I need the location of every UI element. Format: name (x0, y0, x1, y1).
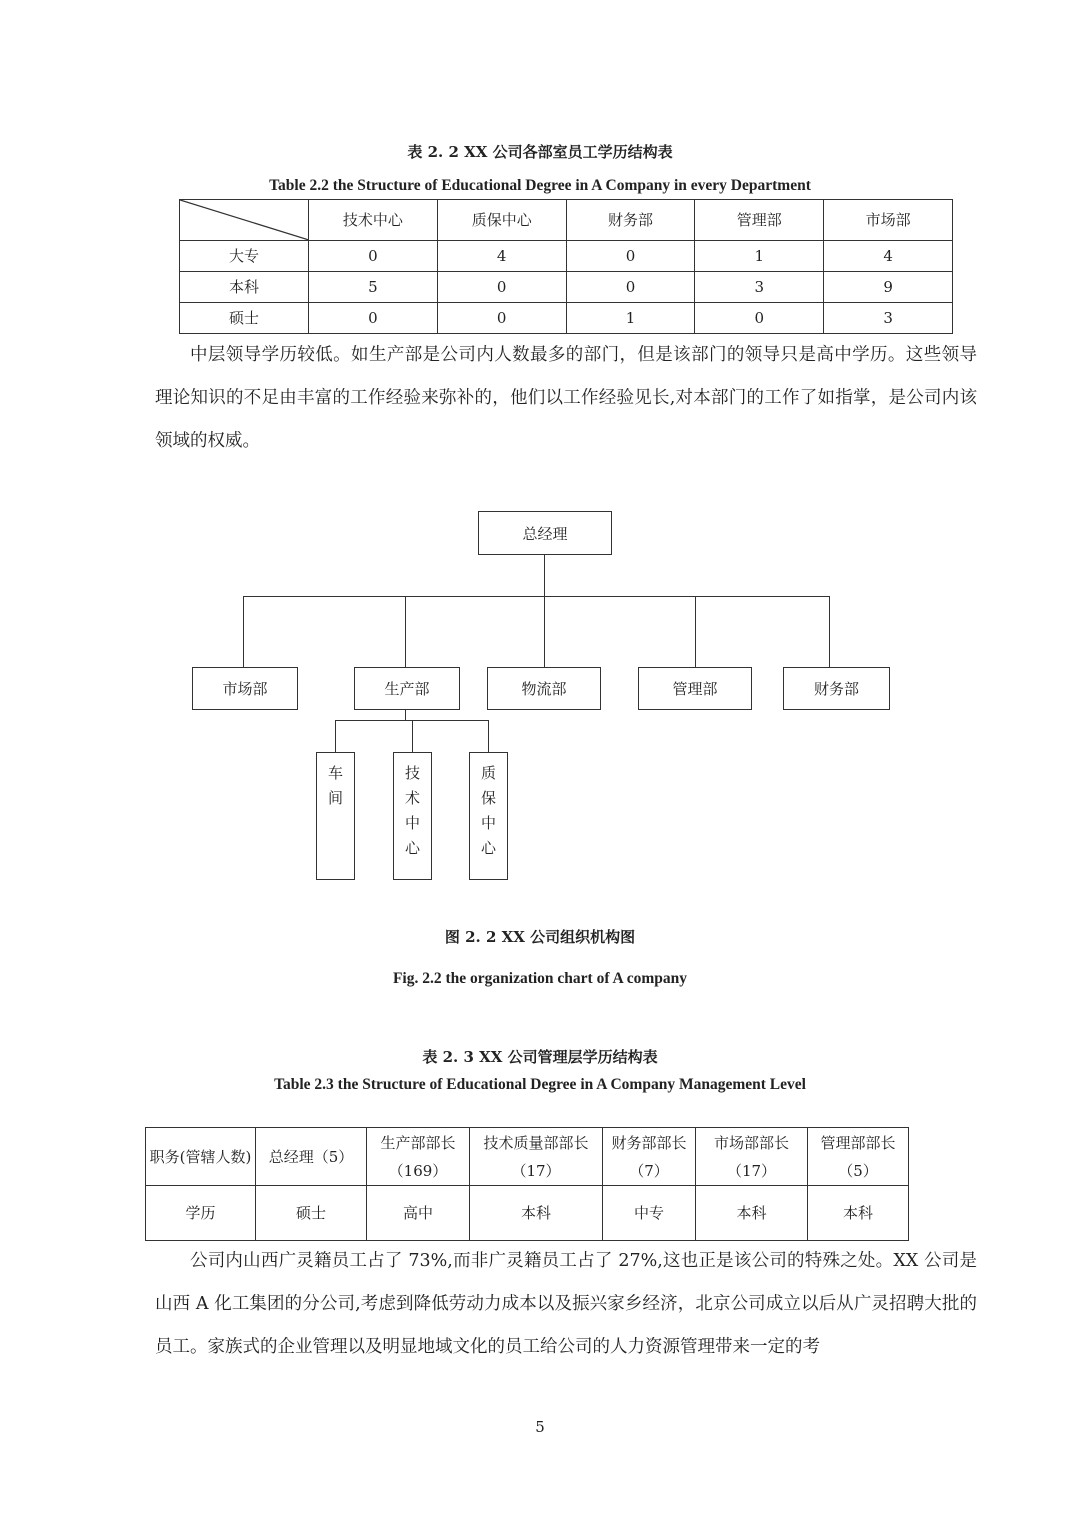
org-node-label: 质保中心 (479, 765, 497, 865)
table-row (180, 272, 953, 303)
figure-caption-en: Fig. 2.2 the organization chart of A company (392, 970, 688, 987)
paragraph-employees: 公司内山西广灵籍员工占了 73%,而非广灵籍员工占了 27%,这也正是该公司的特殊之处。XX 公司是山西 A 化工集团的分公司,考虑到降低劳动力成本以及振兴家乡经济，北京公司成立以后从广灵招聘大批的员工。家族式的企业管理以及明显地域文化的员工给公司的人力资源管理带来一定的考 (155, 1251, 977, 1357)
table-cell: 本科 (470, 1186, 603, 1241)
table-cell: 3 (824, 303, 953, 334)
management-education-table (145, 1127, 909, 1241)
table-cell: 本科 (696, 1186, 808, 1241)
table-header-row (146, 1128, 909, 1186)
table-cell: 0 (309, 241, 438, 272)
table-cell: 0 (566, 272, 695, 303)
table-row (146, 1186, 909, 1241)
org-node-tech-center (393, 752, 432, 880)
connector-line (544, 554, 545, 596)
column-header: 财务部部长（7） (603, 1128, 696, 1186)
table-cell: 5 (309, 272, 438, 303)
table-cell: 9 (824, 272, 953, 303)
column-header: 质保中心 (437, 200, 566, 241)
row-label: 学历 (146, 1186, 256, 1241)
connector-line (412, 720, 413, 753)
connector-line (544, 596, 545, 668)
diagonal-header-cell (180, 200, 309, 241)
row-label: 硕士 (180, 303, 309, 334)
column-header: 技术中心 (309, 200, 438, 241)
table-cell: 0 (695, 303, 824, 334)
org-node-workshop (316, 752, 355, 880)
connector-line (695, 596, 696, 668)
table1-caption-zh: 表 2. 2 XX 公司各部室员工学历结构表 (407, 143, 673, 161)
column-header: 总经理（5） (256, 1128, 367, 1186)
table-header-row (180, 200, 953, 241)
table-cell: 4 (824, 241, 953, 272)
column-header: 职务(管辖人数) (146, 1128, 256, 1186)
org-node-logistics (487, 667, 601, 710)
row-label: 本科 (180, 272, 309, 303)
education-by-department-table (179, 199, 953, 334)
org-node-label: 管理部 (672, 680, 718, 698)
org-node-label: 车间 (326, 765, 344, 815)
table-cell: 0 (566, 241, 695, 272)
column-header: 市场部 (824, 200, 953, 241)
table3-caption-en: Table 2.3 the Structure of Educational Degree in A Company Management Level (274, 1076, 806, 1093)
page-number: 5 (535, 1418, 545, 1436)
table-cell: 1 (566, 303, 695, 334)
table-cell: 硕士 (256, 1186, 367, 1241)
table-cell: 0 (309, 303, 438, 334)
column-header: 生产部部长（169） (367, 1128, 470, 1186)
column-header: 技术质量部部长（17） (470, 1128, 603, 1186)
column-header: 市场部部长（17） (696, 1128, 808, 1186)
org-node-production (354, 667, 460, 710)
diagonal-line (180, 200, 309, 240)
connector-line (243, 596, 244, 668)
table-row (180, 241, 953, 272)
org-node-label: 生产部 (384, 680, 430, 698)
org-node-label: 市场部 (222, 680, 268, 698)
org-node-finance (783, 667, 890, 710)
figure-caption-zh: 图 2. 2 XX 公司组织机构图 (444, 928, 636, 946)
connector-line (405, 596, 406, 668)
table-cell: 中专 (603, 1186, 696, 1241)
org-node-label: 技术中心 (403, 765, 421, 865)
org-node-label: 财务部 (813, 680, 859, 698)
column-header: 管理部部长（5） (808, 1128, 909, 1186)
table-row (180, 303, 953, 334)
row-label: 大专 (180, 241, 309, 272)
connector-line (335, 720, 336, 753)
table-cell: 0 (437, 303, 566, 334)
table-cell: 1 (695, 241, 824, 272)
connector-line (243, 596, 830, 597)
table-cell: 4 (437, 241, 566, 272)
org-node-label: 物流部 (521, 680, 567, 698)
paragraph-leadership: 中层领导学历较低。如生产部是公司内人数最多的部门，但是该部门的领导只是高中学历。这些领导理论知识的不足由丰富的工作经验来弥补的，他们以工作经验见长,对本部门的工作了如指掌，是公司内该领域的权威。 (155, 345, 977, 451)
org-node-marketing (192, 667, 298, 710)
org-node-qa-center (469, 752, 508, 880)
org-node-management (638, 667, 752, 710)
table-cell: 高中 (367, 1186, 470, 1241)
table-cell: 0 (437, 272, 566, 303)
org-node-label: 总经理 (522, 524, 568, 543)
column-header: 管理部 (695, 200, 824, 241)
table1-caption-en: Table 2.2 the Structure of Educational Degree in A Company in every Department (269, 177, 811, 194)
connector-line (488, 720, 489, 753)
table-cell: 本科 (808, 1186, 909, 1241)
org-node-general-manager (478, 511, 612, 555)
connector-line (829, 596, 830, 668)
table-cell: 3 (695, 272, 824, 303)
table3-caption-zh: 表 2. 3 XX 公司管理层学历结构表 (422, 1048, 658, 1066)
column-header: 财务部 (566, 200, 695, 241)
